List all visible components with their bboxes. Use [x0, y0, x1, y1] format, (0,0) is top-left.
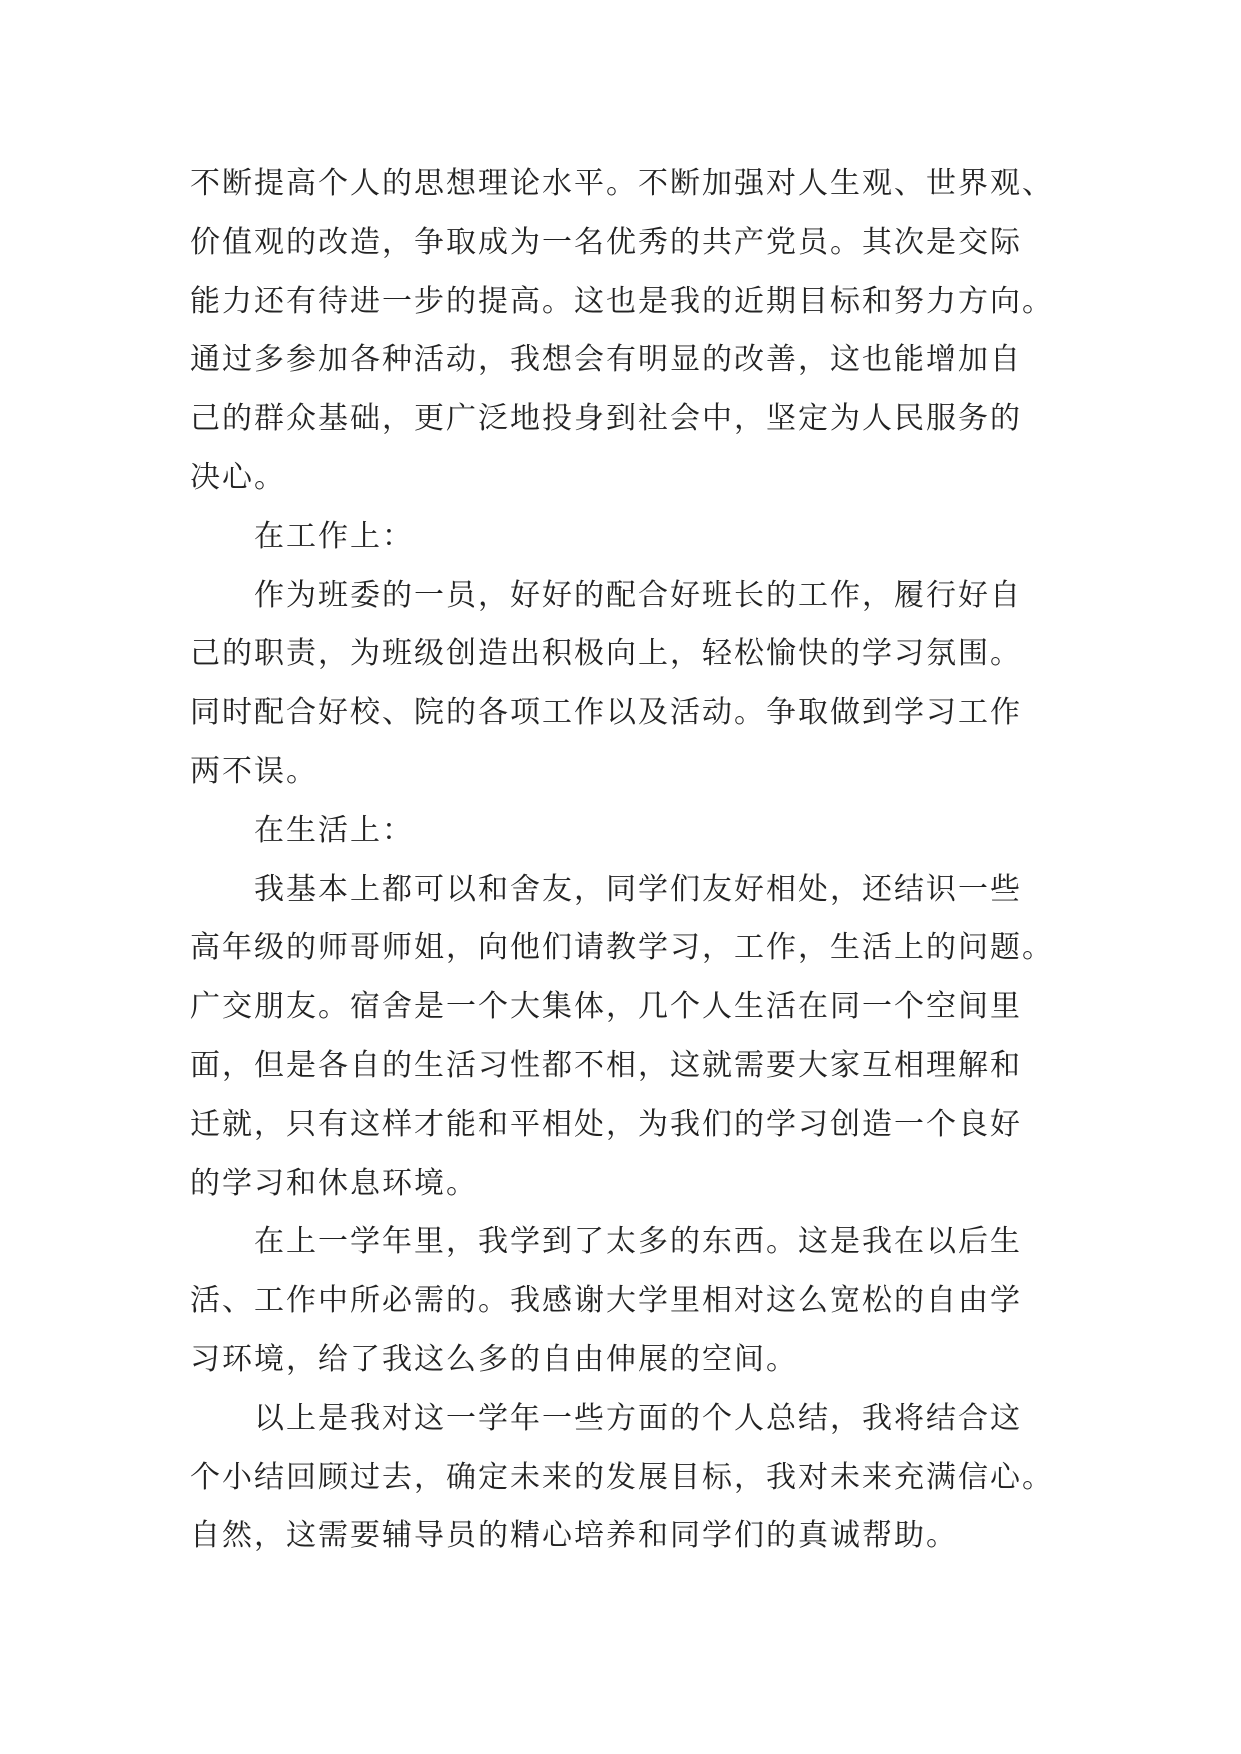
text-line: 能力还有待进一步的提高。这也是我的近期目标和努力方向。	[190, 283, 1054, 319]
text-line: 自然，这需要辅导员的精心培养和同学们的真诚帮助。	[190, 1518, 958, 1554]
text-line: 作为班委的一员，好好的配合好班长的工作，履行好自	[254, 577, 1022, 613]
text-line: 己的职责，为班级创造出积极向上，轻松愉快的学习氛围。	[190, 636, 1022, 672]
text-line: 两不误。	[190, 753, 318, 789]
text-line: 通过多参加各种活动，我想会有明显的改善，这也能增加自	[190, 342, 1022, 378]
text-line: 迁就，只有这样才能和平相处，为我们的学习创造一个良好	[190, 1106, 1022, 1142]
text-line: 在生活上：	[254, 812, 414, 848]
text-line: 面，但是各自的生活习性都不相，这就需要大家互相理解和	[190, 1047, 1022, 1083]
text-line: 己的群众基础，更广泛地投身到社会中，坚定为人民服务的	[190, 401, 1022, 437]
document-body	[190, 155, 1090, 1566]
text-line: 习环境，给了我这么多的自由伸展的空间。	[190, 1341, 798, 1377]
text-line: 以上是我对这一学年一些方面的个人总结，我将结合这	[254, 1400, 1022, 1436]
text-line: 活、工作中所必需的。我感谢大学里相对这么宽松的自由学	[190, 1283, 1022, 1319]
text-line: 的学习和休息环境。	[190, 1165, 478, 1201]
text-line: 我基本上都可以和舍友，同学们友好相处，还结识一些	[254, 871, 1022, 907]
text-line: 高年级的师哥师姐，向他们请教学习，工作，生活上的问题。	[190, 930, 1054, 966]
text-line: 决心。	[190, 459, 286, 495]
text-line: 不断提高个人的思想理论水平。不断加强对人生观、世界观、	[190, 166, 1054, 201]
text-line: 在上一学年里，我学到了太多的东西。这是我在以后生	[254, 1224, 1022, 1260]
text-line: 同时配合好校、院的各项工作以及活动。争取做到学习工作	[190, 695, 1022, 731]
text-line: 价值观的改造，争取成为一名优秀的共产党员。其次是交际	[190, 224, 1022, 260]
text-line: 在工作上：	[254, 518, 414, 554]
text-line: 广交朋友。宿舍是一个大集体，几个人生活在同一个空间里	[190, 989, 1022, 1025]
text-line: 个小结回顾过去，确定未来的发展目标，我对未来充满信心。	[190, 1459, 1054, 1495]
